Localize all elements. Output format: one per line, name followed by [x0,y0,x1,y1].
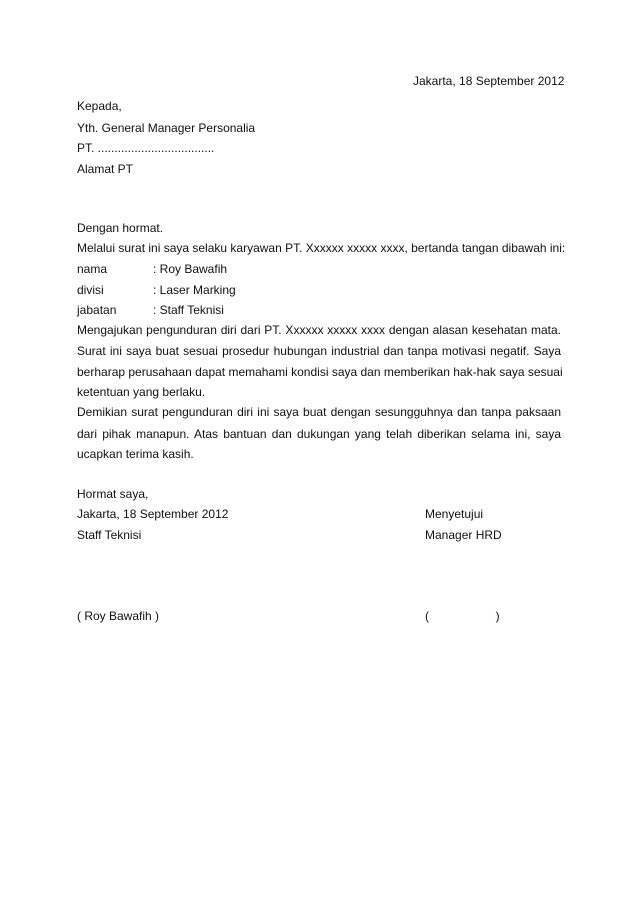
recipient-title: Yth. General Manager Personalia [77,121,256,135]
intro-text: Melalui surat ini saya selaku karyawan PT. Xxxxxx xxxxx xxxx, bertanda tangan dibawah ini: [77,241,566,255]
field-row-divisi [77,283,236,297]
field-row-jabatan [77,303,224,317]
body-line: berharap perusahaan dapat memahami kondisi saya dan memberikan hak-hak saya sesuai [77,365,563,379]
signature-name-right: ( ) [425,609,500,623]
greeting: Dengan hormat. [77,221,164,235]
closing-line: Demikian surat pengunduran diri ini saya buat dengan sesungguhnya dan tanpa paksaan [77,405,561,419]
field-row-nama [77,262,227,276]
signature-name-left: ( Roy Bawafih ) [77,609,160,623]
closing-line: ucapkan terima kasih. [77,447,194,461]
closing-line: dari pihak manapun. Atas bantuan dan dukungan yang telah diberikan selama ini, saya [77,427,561,441]
recipient-company: PT. ................................... [77,141,215,155]
field-label: jabatan [77,303,117,317]
body-line: Surat ini saya buat sesuai prosedur hubungan industrial dan tanpa motivasi negatif. Saya [77,344,561,358]
body-line: ketentuan yang berlaku. [77,385,206,399]
recipient-to: Kepada, [77,99,122,113]
body-line: Mengajukan pengunduran diri dari PT. Xxxxxx xxxxx xxxx dengan alasan kesehatan mata. [77,323,561,337]
signature-date: Jakarta, 18 September 2012 [77,507,229,521]
signature-salutation: Hormat saya, [77,487,149,501]
field-value: : Staff Teknisi [153,303,224,317]
signature-position-left: Staff Teknisi [77,528,142,542]
approval-label: Menyetujui [425,507,484,521]
field-value: : Roy Bawafih [153,262,228,276]
field-label: divisi [77,283,104,297]
recipient-address: Alamat PT [77,162,134,176]
letter-date: Jakarta, 18 September 2012 [413,74,565,88]
field-value: : Laser Marking [153,283,236,297]
signature-position-right: Manager HRD [425,528,502,542]
field-label: nama [77,262,108,276]
